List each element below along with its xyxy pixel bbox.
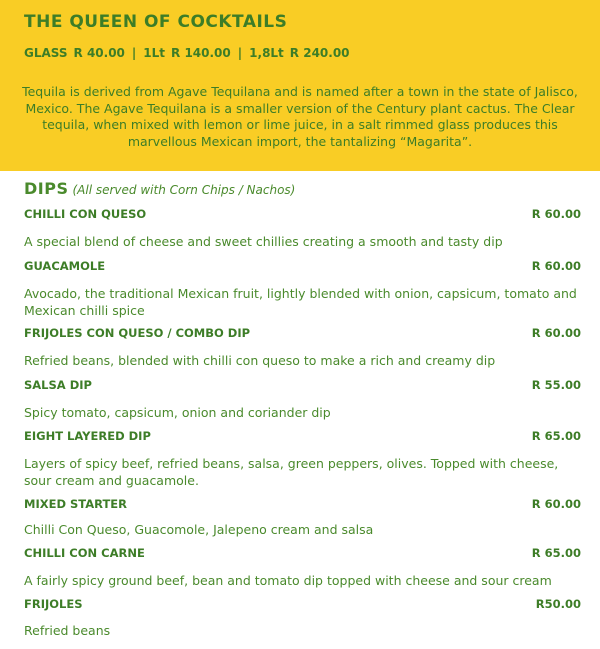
item-name: SALSA DIP (24, 378, 92, 392)
price-line (24, 46, 350, 60)
item-name: CHILLI CON CARNE (24, 546, 145, 560)
section-note: (All served with Corn Chips / Nachos) (72, 183, 296, 197)
price-glass: R 40.00 (73, 46, 125, 60)
item-price: R 55.00 (531, 378, 581, 392)
item-price: R 60.00 (531, 326, 581, 340)
section-title: DIPS (24, 179, 69, 198)
item-description: Spicy tomato, capsicum, onion and coriander dip (24, 405, 331, 420)
item-price: R 60.00 (531, 497, 581, 511)
section-heading (24, 179, 295, 198)
price-label-1lt: 1Lt (143, 46, 166, 60)
item-price: R50.00 (535, 597, 581, 611)
header-banner (0, 0, 600, 171)
tequila-description: Tequila is derived from Agave Tequilana and is named after a town in the state of Jalisco, Mexico. The Agave Tequilana is a smaller version of the Century plant cactus. The Clear tequila, when mixed with lemon or lime juice, in a salt rimmed glass produces this marvellous Mexican import, the tantalizing “Magarita”. (22, 84, 578, 149)
item-name: GUACAMOLE (24, 259, 106, 273)
item-name: MIXED STARTER (24, 497, 128, 511)
item-name: CHILLI CON QUESO (24, 207, 147, 221)
price-separator: | (131, 46, 137, 60)
item-description: A special blend of cheese and sweet chillies creating a smooth and tasty dip (24, 234, 503, 249)
item-price: R 65.00 (531, 429, 581, 443)
item-description: Chilli Con Queso, Guacomole, Jalepeno cream and salsa (24, 522, 374, 537)
item-name: EIGHT LAYERED DIP (24, 429, 151, 443)
item-description: Layers of spicy beef, refried beans, salsa, green peppers, olives. Topped with cheese, sour cream and guacamole. (24, 456, 559, 488)
item-price: R 65.00 (531, 546, 581, 560)
price-1-8lt: R 240.00 (289, 46, 350, 60)
price-label-glass: GLASS (24, 46, 68, 60)
item-description: A fairly spicy ground beef, bean and tomato dip topped with cheese and sour cream (24, 573, 552, 588)
price-1lt: R 140.00 (171, 46, 231, 60)
item-name: FRIJOLES CON QUESO / COMBO DIP (24, 326, 251, 340)
item-description: Refried beans, blended with chilli con queso to make a rich and creamy dip (24, 353, 496, 368)
menu-title: THE QUEEN OF COCKTAILS (24, 12, 288, 32)
price-separator: | (237, 46, 243, 60)
item-price: R 60.00 (531, 259, 581, 273)
item-description: Avocado, the traditional Mexican fruit, lightly blended with onion, capsicum, tomato and Mexican chilli spice (24, 286, 577, 318)
item-price: R 60.00 (531, 207, 581, 221)
item-name: FRIJOLES (24, 597, 83, 611)
price-label-1-8lt: 1,8Lt (249, 46, 284, 60)
item-description: Refried beans (24, 623, 111, 638)
